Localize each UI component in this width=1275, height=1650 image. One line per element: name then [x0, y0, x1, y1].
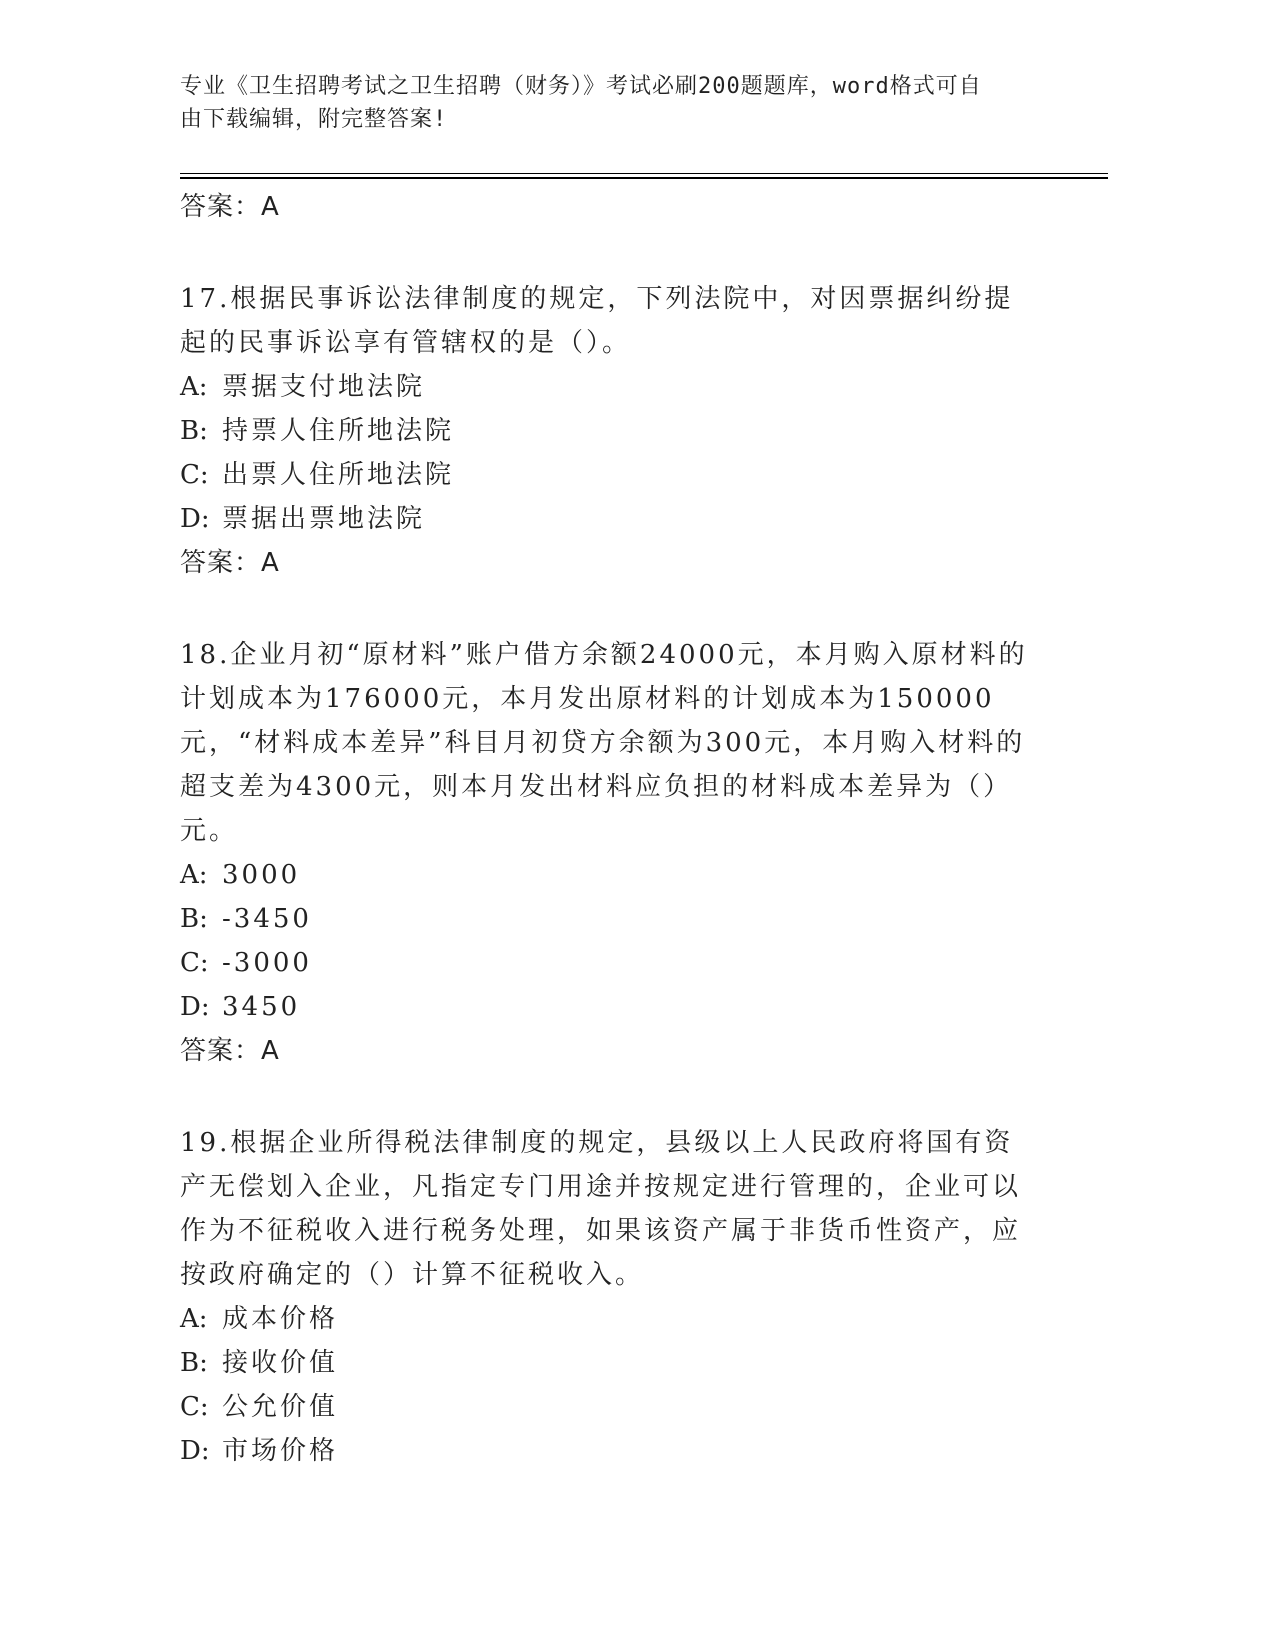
option-letter: B:: [180, 1348, 208, 1378]
option-letter: B:: [180, 416, 208, 446]
option-letter: C:: [180, 1392, 209, 1422]
option-d: [180, 497, 1040, 541]
option-text: 3450: [222, 992, 301, 1022]
option-text: -3450: [222, 904, 312, 934]
question-block: [180, 277, 1040, 585]
option-a: [180, 365, 1040, 409]
header-divider-thin: [180, 173, 1108, 174]
option-b: [180, 897, 1040, 941]
question-stem: 17.根据民事诉讼法律制度的规定，下列法院中，对因票据纠纷提起的民事诉讼享有管辖权的是（）。: [180, 284, 1014, 358]
option-letter: D:: [180, 992, 210, 1022]
option-letter: D:: [180, 504, 210, 534]
option-c: [180, 453, 1040, 497]
option-b: [180, 1341, 1040, 1385]
question-stem: 18.企业月初“原材料”账户借方余额24000元，本月购入原材料的计划成本为176000元，本月发出原材料的计划成本为150000元，“材料成本差异”科目月初贷方余额为300元，本月购入材料的超支差为4300元，则本月发出材料应负担的材料成本差异为（）元。: [180, 640, 1028, 846]
header-line-1: 专业《卫生招聘考试之卫生招聘（财务）》考试必刷200题题库，word格式可自: [180, 74, 982, 99]
option-c: [180, 1385, 1040, 1429]
document-body: [180, 185, 1040, 1473]
option-c: [180, 941, 1040, 985]
option-text: 票据支付地法院: [222, 372, 426, 402]
option-letter: A:: [180, 860, 208, 890]
option-a: [180, 853, 1040, 897]
option-letter: B:: [180, 904, 208, 934]
option-letter: A:: [180, 1304, 208, 1334]
option-letter: C:: [180, 460, 209, 490]
question-block: [180, 633, 1040, 1073]
option-text: 市场价格: [222, 1436, 339, 1466]
option-text: 出票人住所地法院: [222, 460, 455, 490]
option-text: 成本价格: [222, 1304, 339, 1334]
option-letter: D:: [180, 1436, 210, 1466]
option-text: 票据出票地法院: [222, 504, 426, 534]
option-text: -3000: [222, 948, 312, 978]
option-a: [180, 1297, 1040, 1341]
document-header: [180, 70, 1040, 136]
option-d: [180, 1429, 1040, 1473]
question-block: [180, 1121, 1040, 1473]
option-text: 3000: [222, 860, 301, 890]
answer-line: 答案：A: [180, 192, 280, 222]
header-divider-thick: [180, 177, 1108, 179]
answer-line: 答案：A: [180, 548, 280, 578]
option-b: [180, 409, 1040, 453]
option-letter: C:: [180, 948, 209, 978]
option-text: 持票人住所地法院: [222, 416, 455, 446]
option-text: 公允价值: [222, 1392, 339, 1422]
option-d: [180, 985, 1040, 1029]
question-stem: 19.根据企业所得税法律制度的规定，县级以上人民政府将国有资产无偿划入企业，凡指定专门用途并按规定进行管理的，企业可以作为不征税收入进行税务处理，如果该资产属于非货币性资产，应按政府确定的（）计算不征税收入。: [180, 1128, 1022, 1290]
header-line-2: 由下载编辑，附完整答案!: [180, 107, 448, 132]
answer-line: 答案：A: [180, 1036, 280, 1066]
option-letter: A:: [180, 372, 208, 402]
option-text: 接收价值: [222, 1348, 339, 1378]
